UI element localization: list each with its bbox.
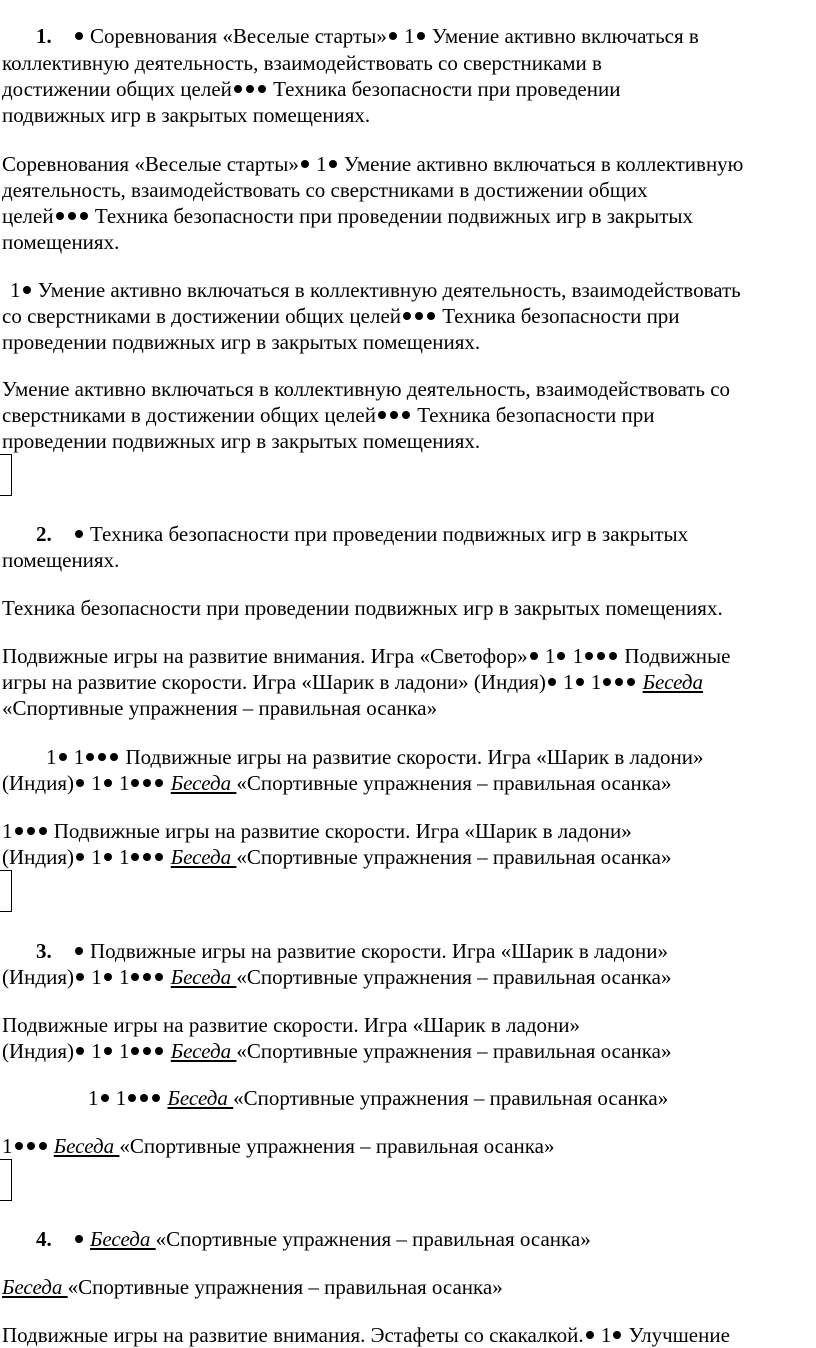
text-line	[2, 818, 632, 844]
bullet-icon	[15, 827, 23, 835]
bullet-icon	[110, 753, 118, 761]
bullet-icon	[155, 973, 163, 981]
text: 1	[544, 644, 556, 668]
bullet-icon	[27, 1142, 35, 1150]
text: 1	[563, 670, 574, 694]
text-line	[88, 1085, 668, 1111]
bullet-icon	[389, 32, 397, 40]
beseda-link[interactable]: Беседа	[170, 845, 237, 869]
text-line	[46, 744, 704, 770]
bullet-icon	[557, 652, 565, 660]
section-number: 4.	[36, 1227, 52, 1251]
text: Подвижные игры на развитие скорости. Игра «Шарик в ладони»	[125, 745, 704, 769]
bullet-icon	[246, 85, 254, 93]
bullet-icon	[627, 678, 635, 686]
bullet-icon	[76, 1047, 84, 1055]
text-line	[2, 770, 671, 796]
text-line	[2, 402, 654, 428]
section-number: 3.	[36, 939, 52, 963]
section-number: 1.	[36, 24, 52, 48]
text: «Спортивные упражнения – правильная осанка»	[233, 1086, 669, 1110]
bullet-icon	[75, 530, 83, 538]
bullet-icon	[143, 779, 151, 787]
text: (Индия)	[2, 771, 74, 795]
text: 1	[73, 745, 85, 769]
text-line: Умение активно включаться в коллективную деятельность, взаимодействовать со	[2, 377, 731, 401]
text: Умение активно включаться в коллективную	[343, 152, 744, 176]
section-1-line-1	[36, 23, 699, 49]
text-line: (Индия) 1 1 Беседа «Спортивные упражнения – правильная осанка»	[2, 1039, 672, 1063]
bullet-icon	[27, 827, 35, 835]
beseda-link[interactable]: Беседа	[170, 1039, 237, 1063]
bullet-icon	[301, 160, 309, 168]
text: со сверстниками в достижении общих целей	[2, 304, 402, 328]
text: Подвижные игры на развитие скорости. Игра «Шарик в ладони»	[90, 939, 668, 963]
text-line	[2, 1133, 555, 1159]
bullet-icon	[152, 1094, 160, 1102]
text-line: коллективную деятельность, взаимодействовать со сверстниками в	[2, 51, 602, 75]
bullet-icon	[143, 1047, 151, 1055]
text-line	[2, 844, 671, 870]
bullet-icon	[76, 779, 84, 787]
text: Техника безопасности при	[442, 304, 680, 328]
text-line	[2, 1274, 503, 1300]
frame-marker	[0, 1159, 12, 1201]
bullet-icon	[101, 1094, 109, 1102]
text: 1	[118, 771, 130, 795]
bullet-icon	[131, 973, 139, 981]
frame-marker	[0, 870, 12, 912]
bullet-icon	[329, 160, 337, 168]
text: 1	[88, 1086, 99, 1110]
text-line: помещениях.	[2, 230, 120, 254]
text: Умение активно включаться в коллективную деятельность, взаимодействовать	[37, 278, 741, 302]
beseda-link[interactable]: Беседа	[90, 1227, 156, 1251]
text-line: помещениях.	[2, 548, 120, 572]
bullet-icon	[39, 1142, 47, 1150]
bullet-icon	[585, 652, 593, 660]
bullet-icon	[530, 652, 538, 660]
text-line	[10, 277, 741, 303]
bullet-icon	[586, 1331, 594, 1339]
text-line	[2, 76, 620, 102]
text: 1	[404, 24, 415, 48]
bullet-icon	[39, 827, 47, 835]
bullet-icon	[75, 32, 83, 40]
bullet-icon	[390, 411, 398, 419]
text: 1	[2, 1134, 13, 1158]
section-3-line-1	[36, 938, 668, 964]
bullet-icon	[76, 973, 84, 981]
bullet-icon	[23, 286, 31, 294]
text-line: (Индия) 1 1 Беседа «Спортивные упражнения – правильная осанка»	[2, 965, 672, 989]
text: Подвижные игры на развитие внимания. Эстафеты со скакалкой.	[2, 1323, 584, 1347]
bullet-icon	[155, 853, 163, 861]
text-line: деятельность, взаимодействовать со сверстниками в достижении общих	[2, 178, 648, 202]
text-line: «Спортивные упражнения – правильная осанка»	[2, 696, 438, 720]
bullet-icon	[155, 779, 163, 787]
beseda-link[interactable]: Беседа	[53, 1134, 120, 1158]
beseda-link[interactable]: Беседа	[2, 1275, 68, 1299]
bullet-icon	[98, 753, 106, 761]
bullet-icon	[75, 947, 83, 955]
text: 1	[600, 1323, 612, 1347]
frame-marker	[0, 454, 12, 496]
bullet-icon	[104, 973, 112, 981]
text: «Спортивные упражнения – правильная осанка»	[67, 1275, 503, 1299]
bullet-icon	[104, 1047, 112, 1055]
beseda-link[interactable]: Беседа	[642, 670, 704, 694]
text: достижении общих целей	[2, 77, 232, 101]
text: 1	[10, 278, 21, 302]
bullet-icon	[80, 212, 88, 220]
text: 1	[316, 152, 327, 176]
bullet-icon	[378, 411, 386, 419]
text: Соревнования «Веселые старты»	[2, 152, 299, 176]
bullet-icon	[609, 652, 617, 660]
text: «Спортивные упражнения – правильная осанка»	[236, 1039, 672, 1063]
text: 1	[572, 644, 584, 668]
bullet-icon	[603, 678, 611, 686]
text: сверстниками в достижении общих целей	[2, 403, 376, 427]
text: 1	[46, 745, 57, 769]
text-line: проведении подвижных игр в закрытых помещениях.	[2, 330, 481, 354]
bullet-icon	[427, 312, 435, 320]
bullet-icon	[597, 652, 605, 660]
text: (Индия)	[2, 965, 74, 989]
section-2-line-1	[36, 521, 688, 547]
text: 1	[115, 1086, 127, 1110]
text: Улучшение	[628, 1323, 730, 1347]
beseda-link[interactable]: Беседа	[167, 1086, 234, 1110]
text: 1	[590, 670, 602, 694]
text: Техника безопасности при	[417, 403, 655, 427]
beseda-link[interactable]: Беседа	[170, 965, 237, 989]
text: Техника безопасности при проведении подвижных игр в закрытых	[90, 522, 689, 546]
bullet-icon	[131, 1047, 139, 1055]
bullet-icon	[576, 678, 584, 686]
bullet-icon	[131, 853, 139, 861]
text: Подвижные игры на развитие внимания. Игра «Светофор»	[2, 644, 528, 668]
text: (Индия)	[2, 845, 74, 869]
text-line: подвижных игр в закрытых помещениях.	[2, 103, 371, 127]
text-line	[2, 151, 743, 177]
text: 1	[118, 845, 130, 869]
text: целей	[2, 204, 54, 228]
bullet-icon	[86, 753, 94, 761]
text: Соревнования «Веселые старты»	[90, 24, 387, 48]
text: Умение активно включаться в	[431, 24, 699, 48]
text: 1	[91, 771, 102, 795]
text-line	[2, 643, 730, 669]
bullet-icon	[140, 1094, 148, 1102]
bullet-icon	[68, 212, 76, 220]
bullet-icon	[75, 1235, 83, 1243]
bullet-icon	[15, 1142, 23, 1150]
bullet-icon	[402, 411, 410, 419]
bullet-icon	[613, 1331, 621, 1339]
bullet-icon	[417, 32, 425, 40]
text: «Спортивные упражнения – правильная осанка»	[236, 771, 672, 795]
bullet-icon	[415, 312, 423, 320]
bullet-icon	[76, 853, 84, 861]
bullet-icon	[56, 212, 64, 220]
text: (Индия)	[2, 1039, 74, 1063]
bullet-icon	[131, 779, 139, 787]
beseda-link[interactable]: Беседа	[170, 771, 237, 795]
text: 1	[2, 819, 13, 843]
text-line	[2, 303, 680, 329]
section-4-line-1	[36, 1226, 591, 1252]
bullet-icon	[403, 312, 411, 320]
bullet-icon	[104, 853, 112, 861]
bullet-icon	[104, 779, 112, 787]
text-line: Техника безопасности при проведении подвижных игр в закрытых помещениях.	[2, 596, 723, 620]
bullet-icon	[59, 753, 67, 761]
bullet-icon	[615, 678, 623, 686]
text: игры на развитие скорости. Игра «Шарик в ладони» (Индия)	[2, 670, 546, 694]
text-line	[2, 1322, 730, 1348]
text: Подвижные	[624, 644, 731, 668]
text-line	[2, 203, 693, 229]
text: Техника безопасности при проведении подвижных игр в закрытых	[94, 204, 693, 228]
text: Подвижные игры на развитие скорости. Игра «Шарик в ладони»	[53, 819, 632, 843]
text: «Спортивные упражнения – правильная осанка»	[119, 1134, 555, 1158]
bullet-icon	[234, 85, 242, 93]
bullet-icon	[258, 85, 266, 93]
text: 1	[91, 845, 102, 869]
text: «Спортивные упражнения – правильная осанка»	[236, 845, 672, 869]
bullet-icon	[143, 853, 151, 861]
text-line: проведении подвижных игр в закрытых помещениях.	[2, 429, 481, 453]
text: «Спортивные упражнения – правильная осанка»	[155, 1227, 591, 1251]
text: Техника безопасности при проведении	[273, 77, 621, 101]
bullet-icon	[128, 1094, 136, 1102]
text-line: Подвижные игры на развитие скорости. Игра «Шарик в ладони»	[2, 1013, 580, 1037]
bullet-icon	[548, 678, 556, 686]
text: «Спортивные упражнения – правильная осанка»	[236, 965, 672, 989]
bullet-icon	[155, 1047, 163, 1055]
section-number: 2.	[36, 522, 52, 546]
text-line	[2, 669, 703, 695]
bullet-icon	[143, 973, 151, 981]
